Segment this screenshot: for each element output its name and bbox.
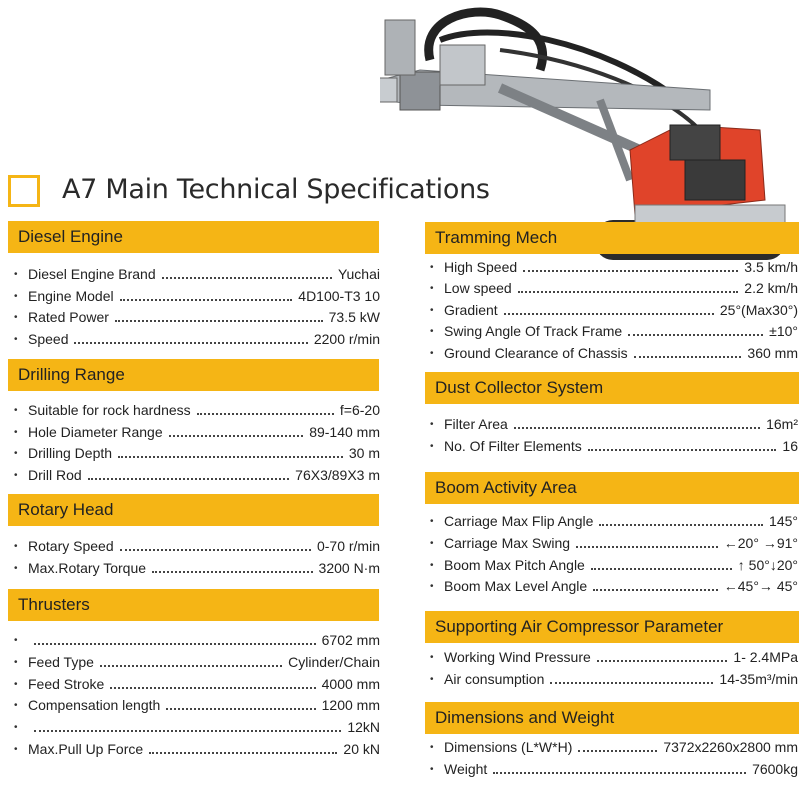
spec-label: High Speed xyxy=(444,259,518,275)
bullet-icon: • xyxy=(430,262,434,273)
leader-dots xyxy=(149,751,337,754)
spec-value: 7372x2260x2800 mm xyxy=(663,739,798,755)
spec-label: Ground Clearance of Chassis xyxy=(444,344,628,361)
leader-dots xyxy=(593,588,718,591)
leader-dots xyxy=(518,290,739,293)
bullet-icon: • xyxy=(430,559,434,571)
bullet-icon: • xyxy=(430,441,434,452)
spec-row xyxy=(430,737,798,758)
section-header-boom: Boom Activity Area xyxy=(425,472,799,504)
leader-dots xyxy=(74,341,307,344)
bullet-icon: • xyxy=(14,635,18,646)
bullet-icon: • xyxy=(430,516,434,527)
leader-dots xyxy=(34,642,316,645)
bullet-icon: • xyxy=(430,537,434,549)
leader-dots xyxy=(120,548,311,551)
spec-value: 20 kN xyxy=(343,741,380,757)
spec-label: Boom Max Level Angle xyxy=(444,578,588,595)
spec-row xyxy=(430,759,798,780)
spec-value: 0-70 r/min xyxy=(316,538,380,554)
spec-row xyxy=(430,278,798,299)
spec-label: Filter Area xyxy=(444,416,508,432)
bullet-icon: • xyxy=(14,334,18,346)
spec-value: 14-35m³/min xyxy=(719,670,798,687)
spec-label: Feed Type xyxy=(28,653,94,670)
spec-label: No. Of Filter Elements xyxy=(444,438,582,454)
spec-value: ←45°→ 45° xyxy=(723,578,798,595)
bullet-icon: • xyxy=(430,347,434,359)
leader-dots xyxy=(152,570,313,573)
spec-row xyxy=(430,669,798,690)
spec-row xyxy=(14,674,380,695)
spec-value: 2.2 km/h xyxy=(744,280,798,297)
bullet-icon: • xyxy=(430,304,434,316)
bullet-icon: • xyxy=(430,764,434,775)
leader-dots xyxy=(591,567,732,570)
bullet-icon: • xyxy=(430,581,434,593)
spec-value: 3.5 km/h xyxy=(744,259,798,275)
spec-value: ←20° →91° xyxy=(723,534,798,551)
leader-dots xyxy=(169,434,304,437)
spec-label: Max.Pull Up Force xyxy=(28,741,144,757)
spec-label: Drill Rod xyxy=(28,466,82,483)
section-header-compressor: Supporting Air Compressor Parameter xyxy=(425,611,799,643)
leader-dots xyxy=(634,355,742,358)
spec-row xyxy=(14,717,380,738)
spec-label: Carriage Max Swing xyxy=(444,534,571,551)
spec-value: 1- 2.4MPa xyxy=(733,649,798,665)
spec-label: Feed Stroke xyxy=(28,675,105,692)
spec-value: 12kN xyxy=(347,719,380,736)
spec-label: Weight xyxy=(444,761,488,777)
section-header-dust: Dust Collector System xyxy=(425,372,799,404)
spec-row xyxy=(430,511,798,532)
bullet-icon: • xyxy=(430,742,434,753)
leader-dots xyxy=(162,276,332,279)
spec-row xyxy=(430,343,798,364)
leader-dots xyxy=(197,412,334,415)
spec-label: Dimensions (L*W*H) xyxy=(444,739,573,755)
spec-value: Yuchai xyxy=(337,266,380,282)
spec-value: 360 mm xyxy=(747,344,798,361)
section-header-tramming: Tramming Mech xyxy=(425,222,799,254)
spec-value: ±10° xyxy=(769,323,798,340)
spec-row xyxy=(14,630,380,651)
bullet-icon: • xyxy=(14,541,18,552)
spec-row xyxy=(14,739,380,760)
spec-value: 25°(Max30°) xyxy=(719,301,798,318)
spec-value: 16 xyxy=(782,438,798,454)
leader-dots xyxy=(523,269,738,272)
leader-dots xyxy=(88,477,289,480)
spec-row xyxy=(14,536,380,557)
spec-value: 145° xyxy=(769,513,798,529)
spec-label: Boom Max Pitch Angle xyxy=(444,556,585,573)
section-header-rotary: Rotary Head xyxy=(8,494,379,526)
spec-row xyxy=(14,329,380,350)
bullet-icon: • xyxy=(14,405,18,416)
spec-label: Engine Model xyxy=(28,287,114,304)
leader-dots xyxy=(550,681,713,684)
spec-label: Rated Power xyxy=(28,309,109,326)
spec-label: Swing Angle Of Track Frame xyxy=(444,323,623,340)
spec-row xyxy=(430,414,798,435)
spec-value: 16m² xyxy=(766,416,798,432)
spec-row xyxy=(14,695,380,716)
page-title: A7 Main Technical Specifications xyxy=(62,174,490,205)
bullet-icon: • xyxy=(14,563,18,574)
bullet-icon: • xyxy=(430,652,434,663)
spec-label: Max.Rotary Torque xyxy=(28,560,147,576)
spec-label: Diesel Engine Brand xyxy=(28,266,156,282)
spec-row xyxy=(430,576,798,597)
bullet-icon: • xyxy=(14,700,18,712)
bullet-icon: • xyxy=(14,656,18,668)
spec-row xyxy=(14,422,380,443)
leader-dots xyxy=(115,319,323,322)
spec-label: Working Wind Pressure xyxy=(444,649,591,665)
spec-label: Speed xyxy=(28,331,69,348)
leader-dots xyxy=(628,333,763,336)
leader-dots xyxy=(599,523,763,526)
spec-label: Gradient xyxy=(444,301,498,318)
leader-dots xyxy=(597,659,728,662)
spec-row xyxy=(14,307,380,328)
bullet-icon: • xyxy=(430,283,434,295)
spec-label: Air consumption xyxy=(444,670,545,687)
spec-value: f=6-20 xyxy=(339,402,380,418)
bullet-icon: • xyxy=(14,744,18,755)
section-header-dimensions: Dimensions and Weight xyxy=(425,702,799,734)
bullet-icon: • xyxy=(430,326,434,338)
spec-row xyxy=(430,647,798,668)
leader-dots xyxy=(100,664,282,667)
spec-label: Carriage Max Flip Angle xyxy=(444,513,594,529)
spec-value: 6702 mm xyxy=(321,632,380,648)
spec-value: 2200 r/min xyxy=(313,331,380,348)
leader-dots xyxy=(588,448,777,451)
spec-row xyxy=(430,300,798,321)
spec-value: ↑ 50°↓20° xyxy=(737,556,798,573)
spec-value: 4000 mm xyxy=(321,675,380,692)
leader-dots xyxy=(576,545,718,548)
bullet-icon: • xyxy=(14,312,18,324)
spec-row xyxy=(430,436,798,457)
spec-row xyxy=(430,257,798,278)
spec-value: Cylinder/Chain xyxy=(288,653,380,670)
spec-value: 76X3/89X3 m xyxy=(295,466,380,483)
spec-value: 4D100-T3 10 xyxy=(298,287,380,304)
bullet-icon: • xyxy=(430,419,434,430)
leader-dots xyxy=(34,729,341,732)
spec-row xyxy=(14,652,380,673)
spec-value: 89-140 mm xyxy=(309,423,380,440)
spec-value: 7600kg xyxy=(752,761,798,777)
leader-dots xyxy=(514,426,760,429)
spec-row xyxy=(14,465,380,486)
spec-row xyxy=(14,286,380,307)
bullet-icon: • xyxy=(430,673,434,685)
spec-row xyxy=(14,558,380,579)
bullet-icon: • xyxy=(14,469,18,481)
section-header-drilling: Drilling Range xyxy=(8,359,379,391)
title-square-icon xyxy=(8,175,40,207)
spec-value: 73.5 kW xyxy=(328,309,380,326)
spec-row xyxy=(430,321,798,342)
spec-label: Hole Diameter Range xyxy=(28,423,163,440)
spec-label: Rotary Speed xyxy=(28,538,114,554)
spec-row xyxy=(14,264,380,285)
leader-dots xyxy=(493,771,746,774)
leader-dots xyxy=(110,686,315,689)
spec-row xyxy=(430,533,798,554)
bullet-icon: • xyxy=(14,722,18,734)
spec-label: Low speed xyxy=(444,280,512,297)
spec-value: 3200 N·m xyxy=(318,560,380,576)
leader-dots xyxy=(120,298,293,301)
section-header-thrusters: Thrusters xyxy=(8,589,379,621)
leader-dots xyxy=(504,312,714,315)
spec-row xyxy=(14,443,380,464)
spec-row xyxy=(430,555,798,576)
bullet-icon: • xyxy=(14,448,18,459)
spec-label: Compensation length xyxy=(28,697,161,714)
spec-row xyxy=(14,400,380,421)
bullet-icon: • xyxy=(14,426,18,438)
spec-value: 30 m xyxy=(348,445,380,461)
bullet-icon: • xyxy=(14,290,18,302)
section-header-diesel: Diesel Engine xyxy=(8,221,379,253)
leader-dots xyxy=(578,749,657,752)
bullet-icon: • xyxy=(14,269,18,280)
spec-label: Drilling Depth xyxy=(28,445,113,461)
spec-value: 1200 mm xyxy=(321,697,380,714)
leader-dots xyxy=(166,707,315,710)
leader-dots xyxy=(118,455,343,458)
spec-label: Suitable for rock hardness xyxy=(28,402,191,418)
bullet-icon: • xyxy=(14,678,18,690)
